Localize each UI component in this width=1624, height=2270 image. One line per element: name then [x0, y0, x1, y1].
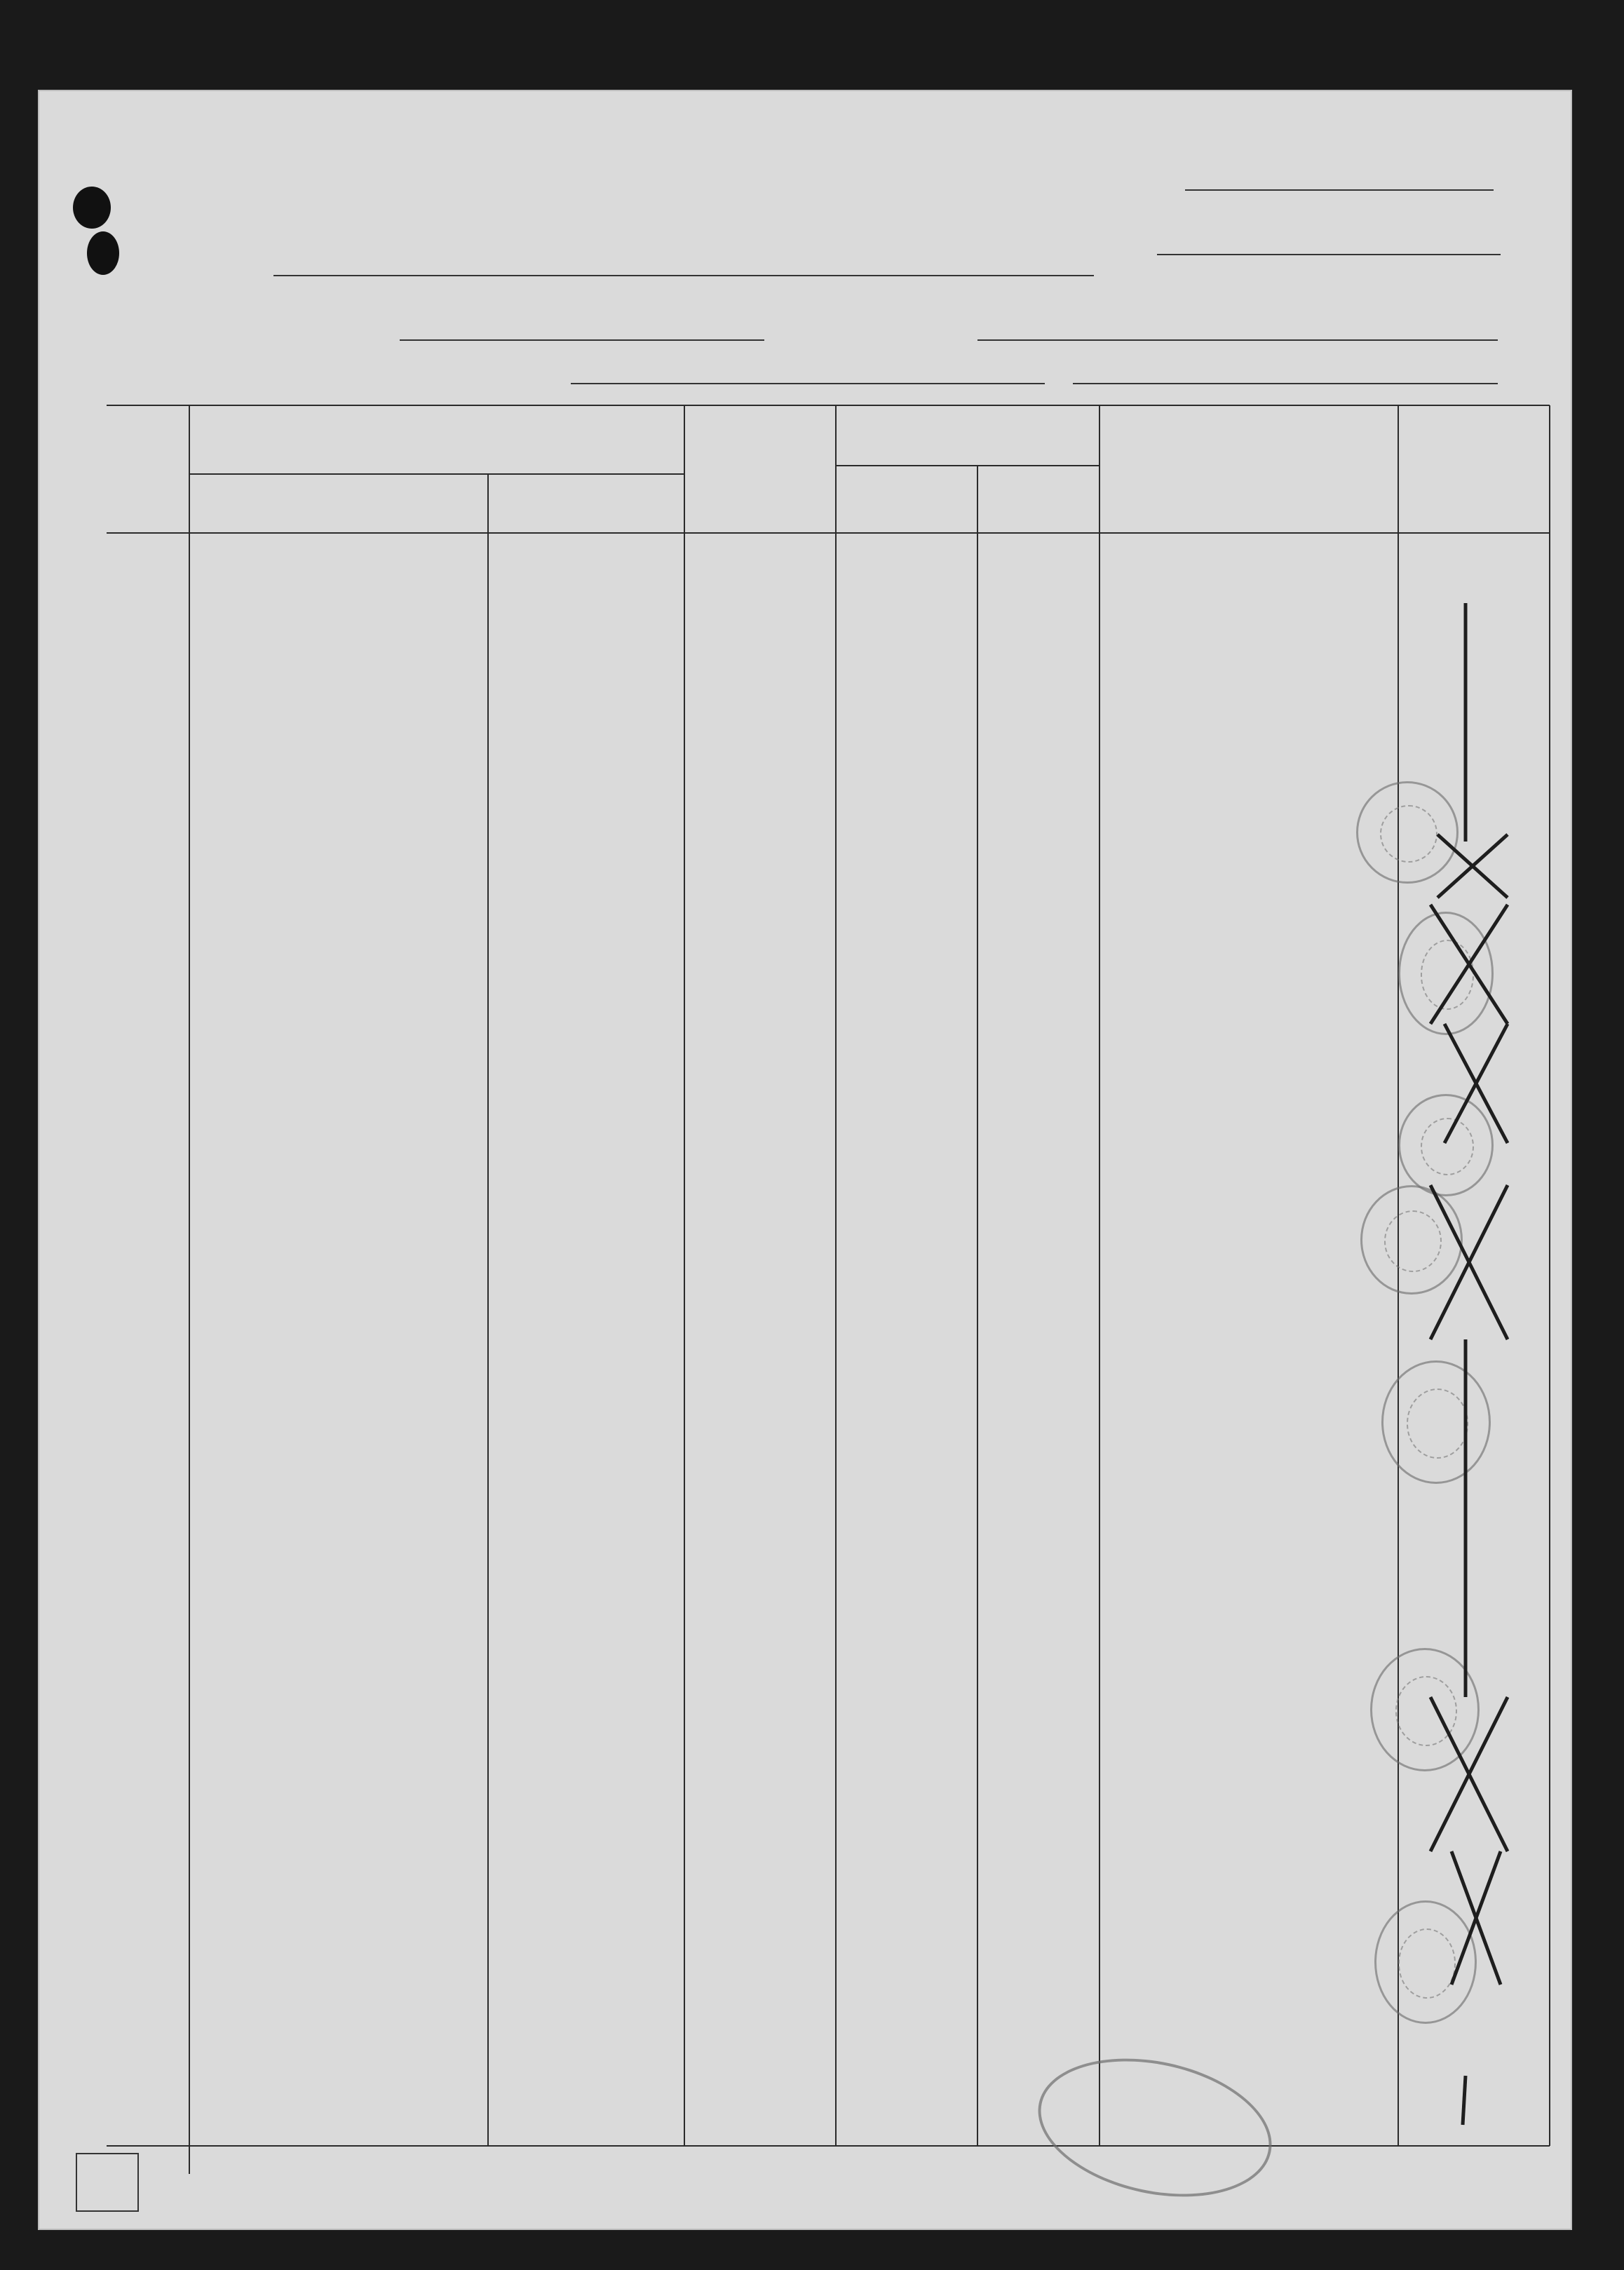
total-number-box	[76, 2153, 139, 2212]
margin-x-marks	[1388, 603, 1543, 2146]
